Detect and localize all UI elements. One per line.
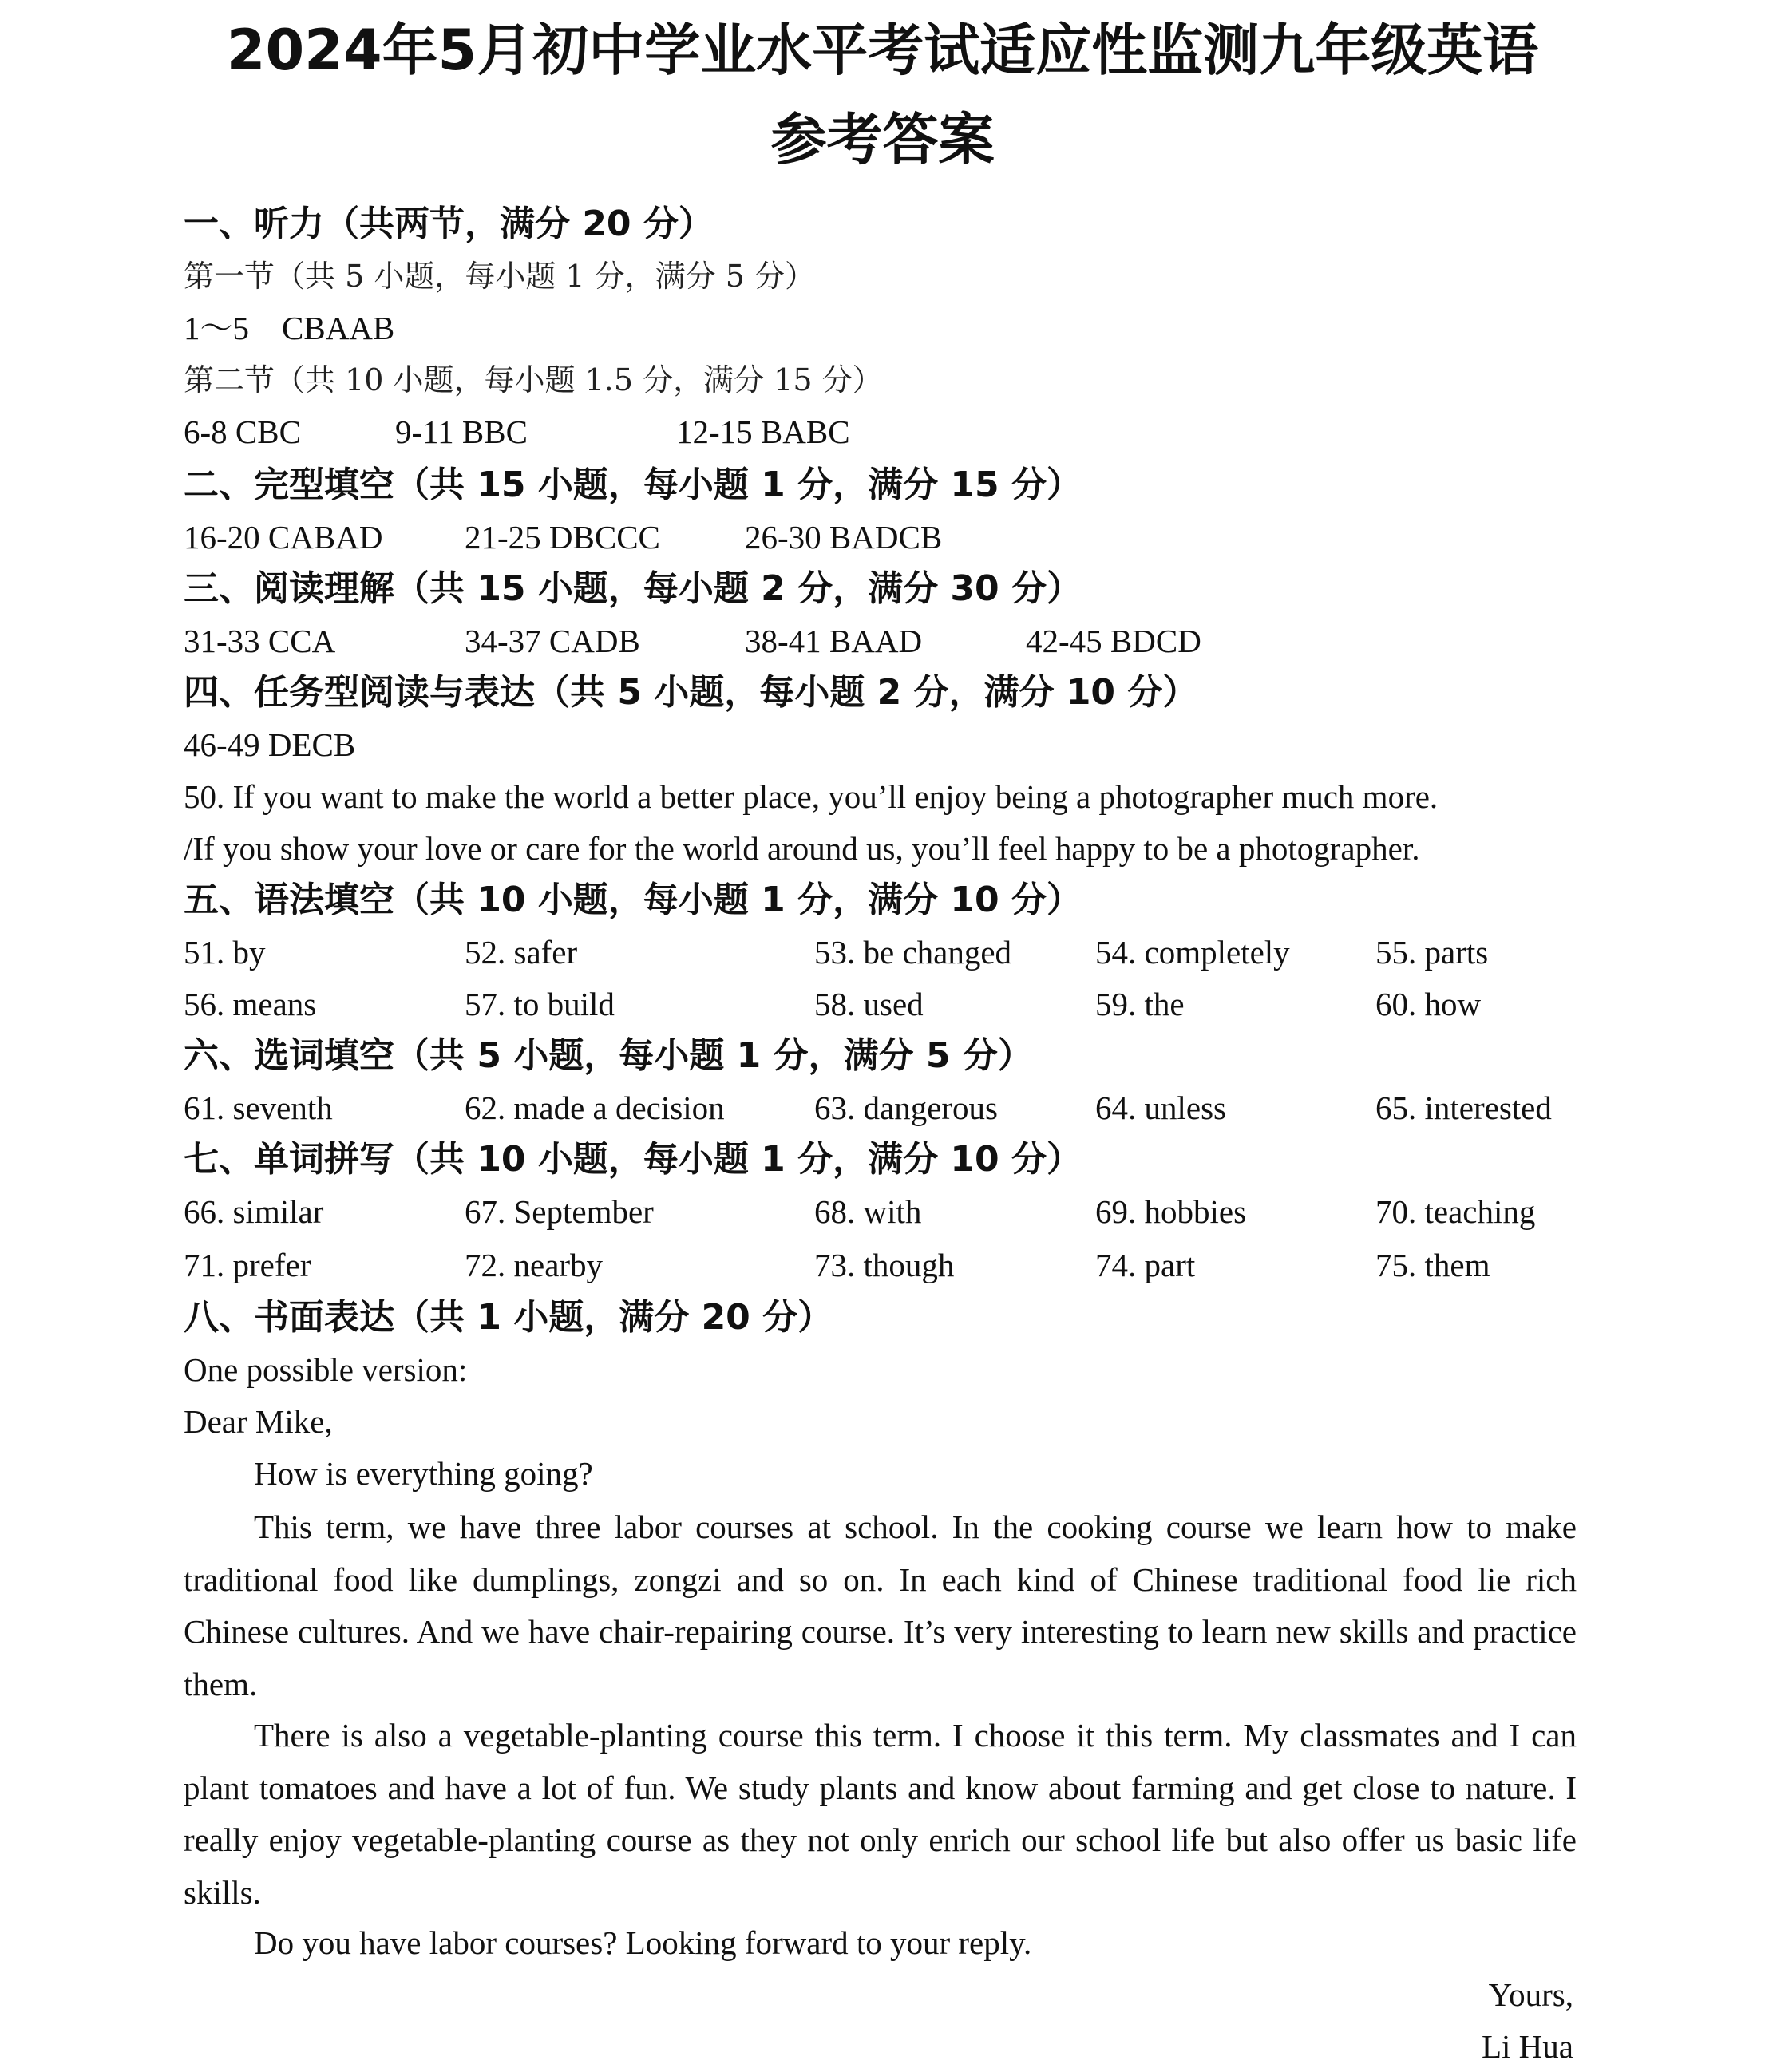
answer-item: 71. prefer <box>184 1247 311 1283</box>
answer-row <box>184 1187 1573 1236</box>
answer-row <box>184 1083 1573 1133</box>
answer-item: 57. to build <box>465 986 615 1022</box>
section-heading-cloze: 二、完型填空（共 15 小题，每小题 1 分，满分 15 分） <box>184 465 1082 505</box>
essay-signature: Li Hua <box>1482 2028 1573 2065</box>
answer-item: 59. the <box>1095 986 1185 1022</box>
answer-group: 21-25 DBCCC <box>465 519 660 556</box>
answer-group: 46-49 DECB <box>184 726 356 763</box>
answer-group: 6-8 CBC <box>184 413 301 450</box>
answer-item: 73. though <box>814 1247 955 1283</box>
essay-paragraph: How is everything going? <box>254 1455 593 1492</box>
answer-item: 64. unless <box>1095 1089 1226 1126</box>
answer-row <box>184 979 1573 1029</box>
answer-item: 63. dangerous <box>814 1089 999 1126</box>
answer-group: 12-15 BABC <box>676 413 850 450</box>
answer-group: 31-33 CCA <box>184 623 336 659</box>
answer-group: 42-45 BDCD <box>1026 623 1201 659</box>
answer-item: 53. be changed <box>814 934 1012 971</box>
answer-item: 74. part <box>1095 1247 1196 1283</box>
essay-paragraph: Do you have labor courses? Looking forward to your reply. <box>254 1924 1032 1961</box>
answer-item: 75. them <box>1375 1247 1490 1283</box>
answer-item: 54. completely <box>1095 934 1290 971</box>
answer-item: 55. parts <box>1375 934 1489 971</box>
section-heading-spelling: 七、单词拼写（共 10 小题，每小题 1 分，满分 10 分） <box>184 1139 1082 1180</box>
section-heading-task-reading: 四、任务型阅读与表达（共 5 小题，每小题 2 分，满分 10 分） <box>184 672 1198 713</box>
answer-item: 52. safer <box>465 934 578 971</box>
section-heading-writing: 八、书面表达（共 1 小题，满分 20 分） <box>184 1297 833 1338</box>
listening-part2-label: 第二节（共 10 小题，每小题 1.5 分，满分 15 分） <box>184 362 883 397</box>
essay-paragraph: There is also a vegetable-planting course this term. I choose it this term. My classmates and I can plant tomatoes and have a lot of fun. We study plants and know about farming and get close to nature. I really enjoy vegetable-planting course as they not only enrich our school life but also offer us basic life skills. <box>184 1717 1577 1911</box>
answer-group: 16-20 CABAD <box>184 519 383 556</box>
q50-answer-line2: /If you show your love or care for the world around us, you’ll feel happy to be a photographer. <box>184 830 1420 867</box>
answer-group: 26-30 BADCB <box>745 519 943 556</box>
listening-part1-label: 第一节（共 5 小题，每小题 1 分，满分 5 分） <box>184 259 816 294</box>
answer-item: 67. September <box>465 1193 654 1230</box>
answer-item: 70. teaching <box>1375 1193 1536 1230</box>
answer-item: 61. seventh <box>184 1089 333 1126</box>
answer-row <box>184 303 1573 353</box>
answer-item: 65. interested <box>1375 1089 1552 1126</box>
answer-item: 56. means <box>184 986 317 1022</box>
answer-row <box>184 407 1573 457</box>
answer-group: 34-37 CADB <box>465 623 640 659</box>
answer-item: 72. nearby <box>465 1247 604 1283</box>
section-heading-word-choice: 六、选词填空（共 5 小题，每小题 1 分，满分 5 分） <box>184 1035 1033 1076</box>
answer-row <box>184 1240 1573 1290</box>
answer-item: 66. similar <box>184 1193 324 1230</box>
q50-answer-line1: 50. If you want to make the world a better place, you’ll enjoy being a photographer much more. <box>184 778 1439 815</box>
answer-group: 9-11 BBC <box>395 413 528 450</box>
answer-group: 38-41 BAAD <box>745 623 923 659</box>
answer-row <box>184 616 1573 666</box>
section-heading-reading: 三、阅读理解（共 15 小题，每小题 2 分，满分 30 分） <box>184 568 1082 609</box>
answer-item: 68. with <box>814 1193 922 1230</box>
answer-group: 1～5 CBAAB <box>184 310 395 346</box>
answer-item: 60. how <box>1375 986 1482 1022</box>
essay-closing: Yours, <box>1488 1976 1573 2013</box>
document-title: 2024年5月初中学业水平考试适应性监测九年级英语 <box>226 18 1539 83</box>
answer-row <box>184 512 1573 562</box>
section-heading-grammar: 五、语法填空（共 10 小题，每小题 1 分，满分 10 分） <box>184 880 1082 920</box>
essay-intro: One possible version: <box>184 1351 468 1388</box>
answer-item: 62. made a decision <box>465 1089 725 1126</box>
essay-salutation: Dear Mike, <box>184 1403 333 1440</box>
answer-item: 51. by <box>184 934 266 971</box>
section-heading-listening: 一、听力（共两节，满分 20 分） <box>184 204 714 244</box>
document-subtitle: 参考答案 <box>770 107 995 172</box>
answer-item: 69. hobbies <box>1095 1193 1247 1230</box>
answer-row <box>184 720 1573 769</box>
answer-item: 58. used <box>814 986 924 1022</box>
essay-paragraph: This term, we have three labor courses at school. In the cooking course we learn how to make traditional food like dumplings, zongzi and so on. In each kind of Chinese traditional food lie rich Chinese cultures. And we have chair-repairing course. It’s very interesting to learn new skills and practice them. <box>184 1509 1577 1702</box>
answer-row <box>184 927 1573 977</box>
